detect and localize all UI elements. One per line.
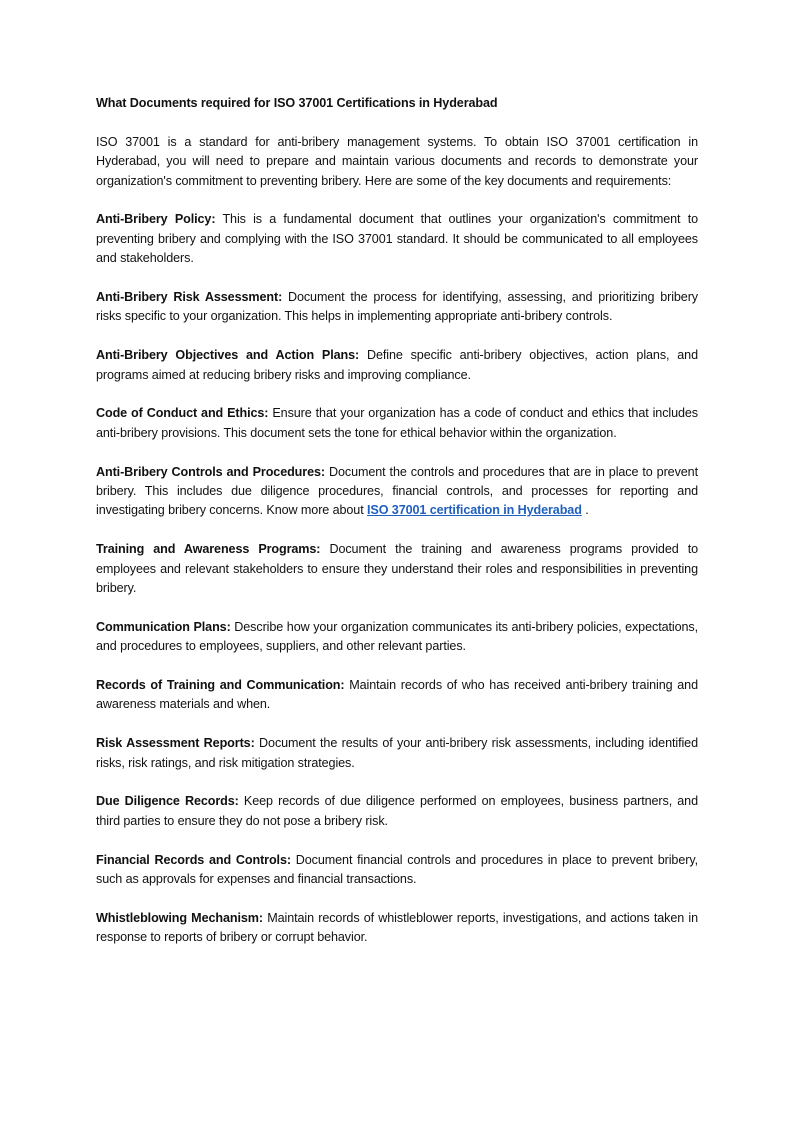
- intro-paragraph: ISO 37001 is a standard for anti-bribery management systems. To obtain ISO 37001 certification in Hyderabad, you will need to prepare and maintain various documents and records to demonstrate your organization's commitment to preventing bribery. Here are some of the key documents and requirements:: [96, 134, 698, 188]
- section-heading: Anti-Bribery Policy:: [96, 212, 216, 227]
- section-code-of-conduct: [96, 404, 698, 443]
- section-text: This is a fundamental document that outlines your organization's commitment to preventing bribery and complying with the ISO 37001 standard. It should be communicated to all employees and stakeholders.: [96, 212, 698, 266]
- section-heading: Anti-Bribery Objectives and Action Plans:: [96, 348, 360, 363]
- section-due-diligence: [96, 792, 698, 831]
- section-text: Define specific anti-bribery objectives, action plans, and programs aimed at reducing bribery risks and improving compliance.: [96, 348, 698, 382]
- document-page: [96, 94, 698, 967]
- section-text-end: .: [581, 503, 589, 518]
- section-text: Document the process for identifying, assessing, and prioritizing bribery risks specific to your organization. This helps in implementing appropriate anti-bribery controls.: [96, 290, 698, 324]
- section-objectives-action-plans: [96, 346, 698, 385]
- section-text: Document the controls and procedures that are in place to prevent bribery. This includes due diligence procedures, financial controls, and processes for reporting and investigating bribery concerns. Know more about: [96, 464, 698, 518]
- section-risk-assessment: [96, 288, 698, 327]
- section-communication-plans: [96, 618, 698, 657]
- section-text: Document financial controls and procedures in place to prevent bribery, such as approvals for expenses and financial transactions.: [96, 852, 698, 887]
- section-financial-records: [96, 851, 698, 890]
- section-heading: Training and Awareness Programs:: [96, 542, 321, 557]
- section-controls-procedures: [96, 463, 698, 521]
- section-anti-bribery-policy: [96, 210, 698, 268]
- iso-37001-certification-link[interactable]: ISO 37001 certification in Hyderabad: [367, 503, 582, 518]
- section-text: Document the training and awareness programs provided to employees and relevant stakeholders to ensure they understand their roles and responsibilities in preventing bribery.: [96, 542, 698, 596]
- document-title: What Documents required for ISO 37001 Certifications in Hyderabad: [96, 96, 498, 110]
- section-heading: Financial Records and Controls:: [96, 852, 291, 867]
- section-heading: Communication Plans:: [96, 619, 231, 634]
- section-text: Keep records of due diligence performed on employees, business partners, and third parties to ensure they do not pose a bribery risk.: [96, 794, 698, 828]
- section-heading: Whistleblowing Mechanism:: [96, 910, 263, 925]
- section-heading: Code of Conduct and Ethics:: [96, 406, 269, 421]
- section-text: Maintain records of whistleblower reports, investigations, and actions taken in response to reports of bribery or corrupt behavior.: [96, 910, 698, 945]
- section-text: Ensure that your organization has a code of conduct and ethics that includes anti-bribery provisions. This document sets the tone for ethical behavior within the organization.: [96, 406, 698, 440]
- section-text: Maintain records of who has received anti-bribery training and awareness materials and when.: [96, 678, 698, 712]
- section-heading: Anti-Bribery Risk Assessment:: [96, 290, 283, 305]
- section-risk-reports: [96, 734, 698, 773]
- section-records-training: [96, 676, 698, 715]
- section-heading: Due Diligence Records:: [96, 794, 239, 809]
- section-heading: Records of Training and Communication:: [96, 678, 345, 693]
- section-text: Document the results of your anti-bribery risk assessments, including identified risks, risk ratings, and risk mitigation strategies.: [96, 736, 698, 770]
- section-heading: Anti-Bribery Controls and Procedures:: [96, 464, 325, 479]
- section-training-awareness: [96, 540, 698, 598]
- section-heading: Risk Assessment Reports:: [96, 736, 255, 751]
- section-text: Describe how your organization communicates its anti-bribery policies, expectations, and procedures to employees, suppliers, and other relevant parties.: [96, 619, 698, 654]
- section-whistleblowing: [96, 909, 698, 948]
